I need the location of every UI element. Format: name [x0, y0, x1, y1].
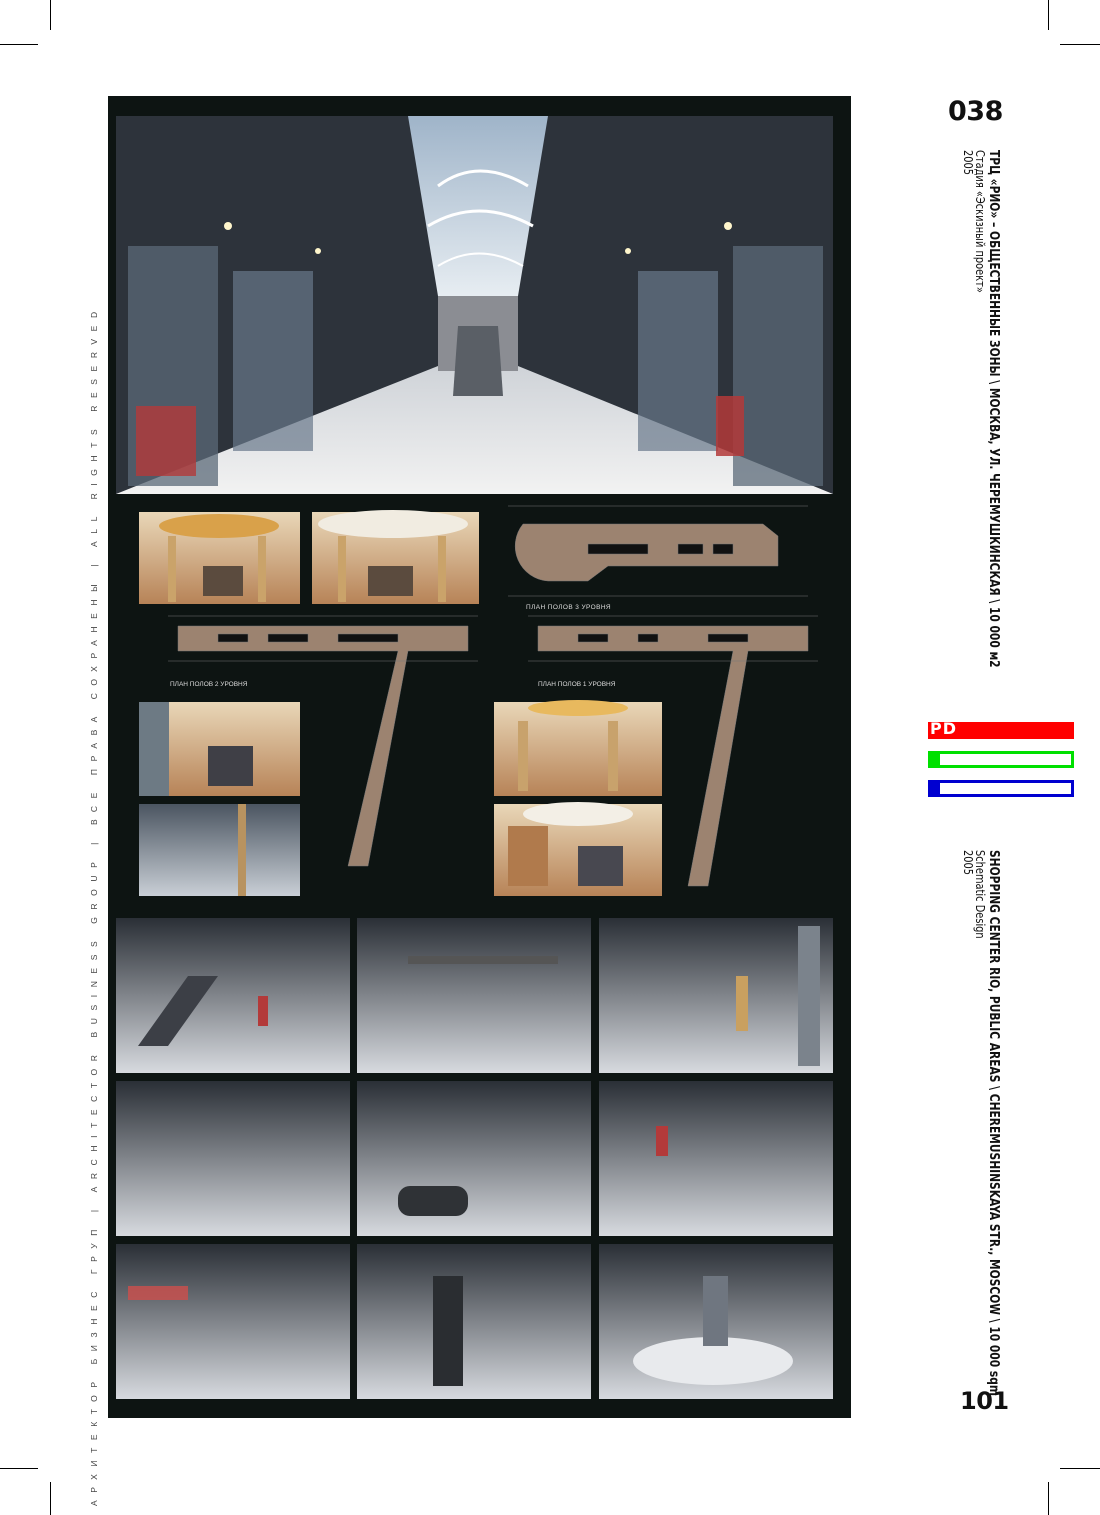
copyright-strip: АРХИТЕКТОР БИЗНЕС ГРУП | ARCHITECTOR BUSINESS GROUP | ВСЕ ПРАВА СОХРАНЕНЫ | ALL RIGHTS RESERVED	[89, 304, 99, 1506]
page-number-top: 038	[948, 96, 1003, 127]
interior-render-columns-warm	[494, 700, 662, 796]
crop-mark	[1060, 44, 1100, 45]
interior-render-dome-warm	[494, 802, 662, 896]
plan-label-level-3: ПЛАН ПОЛОВ 3 УРОВНЯ	[526, 604, 612, 611]
project-stage-en: Schematic Design	[973, 850, 988, 939]
page-number-bottom: 101	[960, 1387, 1009, 1415]
presentation-board	[108, 96, 851, 1418]
crop-mark	[0, 44, 38, 45]
crop-mark	[1048, 0, 1049, 30]
crop-mark	[50, 0, 51, 30]
atrium-hero-render	[116, 116, 833, 494]
project-stage-ru: Стадия «Эскизный проект»	[973, 150, 988, 293]
floor-plan-level-3	[508, 506, 808, 596]
logo-mark: PD	[930, 719, 958, 738]
crop-mark	[1048, 1482, 1049, 1515]
interior-render-gallery-warm	[139, 804, 300, 896]
plan-label-level-2: ПЛАН ПОЛОВ 2 УРОВНЯ	[170, 681, 248, 688]
board-graphics	[108, 96, 851, 1418]
render-grid	[116, 918, 833, 1399]
interior-render-warm-2	[312, 510, 479, 604]
crop-mark	[50, 1482, 51, 1515]
interior-render-escalator-warm	[139, 702, 300, 796]
project-year-en: 2005	[960, 850, 975, 876]
project-info-ru	[961, 150, 1000, 668]
project-info-en	[961, 850, 1000, 1396]
interior-render-warm-1	[139, 512, 300, 604]
logo-bar-blue	[928, 780, 1074, 797]
project-title-en: SHOPPING CENTER RIO, PUBLIC AREAS \ CHEREMUSHINSKAYA STR., MOSCOW \ 10 000 sqm	[986, 850, 1001, 1396]
crop-mark	[1060, 1468, 1100, 1469]
plan-label-level-1: ПЛАН ПОЛОВ 1 УРОВНЯ	[538, 681, 616, 688]
crop-mark	[0, 1468, 38, 1469]
project-year-ru: 2005	[960, 150, 975, 176]
logo-bar-green	[928, 751, 1074, 768]
project-title-ru: ТРЦ «РИО» – ОБЩЕСТВЕННЫЕ ЗОНЫ \ МОСКВА, УЛ. ЧЕРЕМУШКИНСКАЯ \ 10 000 м2	[986, 150, 1001, 668]
